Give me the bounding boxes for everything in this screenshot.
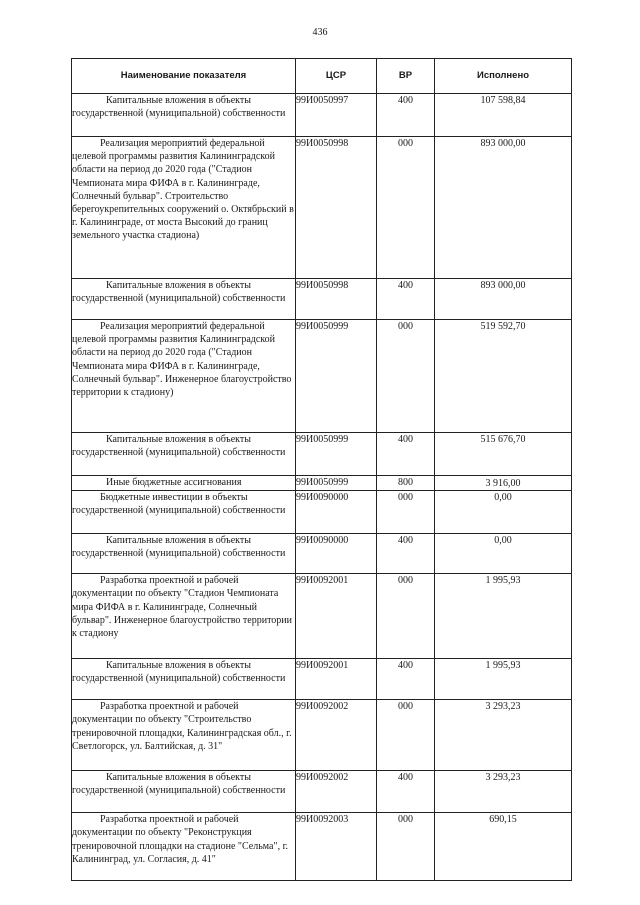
row-vr: 000 bbox=[377, 574, 435, 659]
row-name: Капитальные вложения в объекты государственной (муниципальной) собственности bbox=[72, 279, 296, 320]
row-name: Разработка проектной и рабочей документации по объекту "Стадион Чемпионата мира ФИФА в г. Калининграде, Солнечный бульвар". Инженерное благоустройство территории к стадиону bbox=[72, 574, 296, 659]
row-executed: 3 293,23 bbox=[435, 700, 572, 771]
table-row bbox=[72, 279, 572, 320]
row-name: Реализация мероприятий федеральной целевой программы развития Калининградской области на период до 2020 года ("Стадион Чемпионата мира ФИФА в г. Калининграде, Солнечный бульвар". Строительство берегоукрепительных сооружений о. Октябрьский в г. Калининграде, от моста Высокий до границ земельного участка стадиона) bbox=[72, 137, 296, 279]
row-vr: 800 bbox=[377, 476, 435, 491]
table-header-row bbox=[72, 59, 572, 94]
table-row bbox=[72, 137, 572, 279]
table-row bbox=[72, 491, 572, 534]
row-executed: 107 598,84 bbox=[435, 94, 572, 137]
table-row bbox=[72, 574, 572, 659]
row-vr: 000 bbox=[377, 137, 435, 279]
row-vr: 000 bbox=[377, 320, 435, 433]
header-name: Наименование показателя bbox=[72, 59, 296, 94]
row-csr: 99И0050998 bbox=[296, 279, 377, 320]
row-executed: 3 916,00 bbox=[435, 476, 572, 491]
page-number: 436 bbox=[312, 27, 328, 38]
table-row bbox=[72, 534, 572, 574]
row-name: Реализация мероприятий федеральной целевой программы развития Калининградской области на период до 2020 года ("Стадион Чемпионата мира ФИФА в г. Калининграде, Солнечный бульвар". Инженерное благоустройство территории к стадиону) bbox=[72, 320, 296, 433]
row-csr: 99И0092002 bbox=[296, 771, 377, 813]
row-csr: 99И0090000 bbox=[296, 491, 377, 534]
row-executed: 893 000,00 bbox=[435, 279, 572, 320]
row-csr: 99И0092002 bbox=[296, 700, 377, 771]
row-executed: 0,00 bbox=[435, 491, 572, 534]
row-vr: 400 bbox=[377, 433, 435, 476]
row-executed: 0,00 bbox=[435, 534, 572, 574]
row-name: Капитальные вложения в объекты государственной (муниципальной) собственности bbox=[72, 94, 296, 137]
row-csr: 99И0090000 bbox=[296, 534, 377, 574]
row-csr: 99И0092001 bbox=[296, 659, 377, 700]
row-vr: 400 bbox=[377, 771, 435, 813]
row-csr: 99И0092001 bbox=[296, 574, 377, 659]
row-vr: 000 bbox=[377, 491, 435, 534]
table-row bbox=[72, 700, 572, 771]
row-executed: 893 000,00 bbox=[435, 137, 572, 279]
row-executed: 1 995,93 bbox=[435, 574, 572, 659]
row-csr: 99И0092003 bbox=[296, 813, 377, 881]
row-name: Разработка проектной и рабочей документации по объекту "Строительство тренировочной площадки, Калининградская обл., г. Светлогорск, ул. Балтийская, д. 31" bbox=[72, 700, 296, 771]
row-name: Капитальные вложения в объекты государственной (муниципальной) собственности bbox=[72, 659, 296, 700]
row-vr: 400 bbox=[377, 279, 435, 320]
table-row bbox=[72, 433, 572, 476]
row-executed: 690,15 bbox=[435, 813, 572, 881]
table-row bbox=[72, 771, 572, 813]
header-csr: ЦСР bbox=[296, 59, 377, 94]
header-executed: Исполнено bbox=[435, 59, 572, 94]
table-row bbox=[72, 659, 572, 700]
row-name: Разработка проектной и рабочей документации по объекту "Реконструкция тренировочной площадки на стадионе "Сельма", г. Калининград, ул. Согласия, д. 41" bbox=[72, 813, 296, 881]
row-vr: 000 bbox=[377, 813, 435, 881]
row-name: Капитальные вложения в объекты государственной (муниципальной) собственности bbox=[72, 771, 296, 813]
row-csr: 99И0050997 bbox=[296, 94, 377, 137]
row-csr: 99И0050998 bbox=[296, 137, 377, 279]
table-row bbox=[72, 813, 572, 881]
row-name: Капитальные вложения в объекты государственной (муниципальной) собственности bbox=[72, 534, 296, 574]
row-name: Бюджетные инвестиции в объекты государственной (муниципальной) собственности bbox=[72, 491, 296, 534]
row-csr: 99И0050999 bbox=[296, 320, 377, 433]
table-row bbox=[72, 320, 572, 433]
table-row bbox=[72, 94, 572, 137]
budget-execution-table bbox=[71, 58, 572, 881]
row-vr: 400 bbox=[377, 94, 435, 137]
row-executed: 3 293,23 bbox=[435, 771, 572, 813]
row-executed: 519 592,70 bbox=[435, 320, 572, 433]
row-vr: 400 bbox=[377, 659, 435, 700]
row-name: Иные бюджетные ассигнования bbox=[72, 476, 296, 491]
row-vr: 000 bbox=[377, 700, 435, 771]
header-vr: ВР bbox=[377, 59, 435, 94]
row-executed: 1 995,93 bbox=[435, 659, 572, 700]
row-csr: 99И0050999 bbox=[296, 433, 377, 476]
row-vr: 400 bbox=[377, 534, 435, 574]
table-row bbox=[72, 476, 572, 491]
row-name: Капитальные вложения в объекты государственной (муниципальной) собственности bbox=[72, 433, 296, 476]
row-executed: 515 676,70 bbox=[435, 433, 572, 476]
row-csr: 99И0050999 bbox=[296, 476, 377, 491]
